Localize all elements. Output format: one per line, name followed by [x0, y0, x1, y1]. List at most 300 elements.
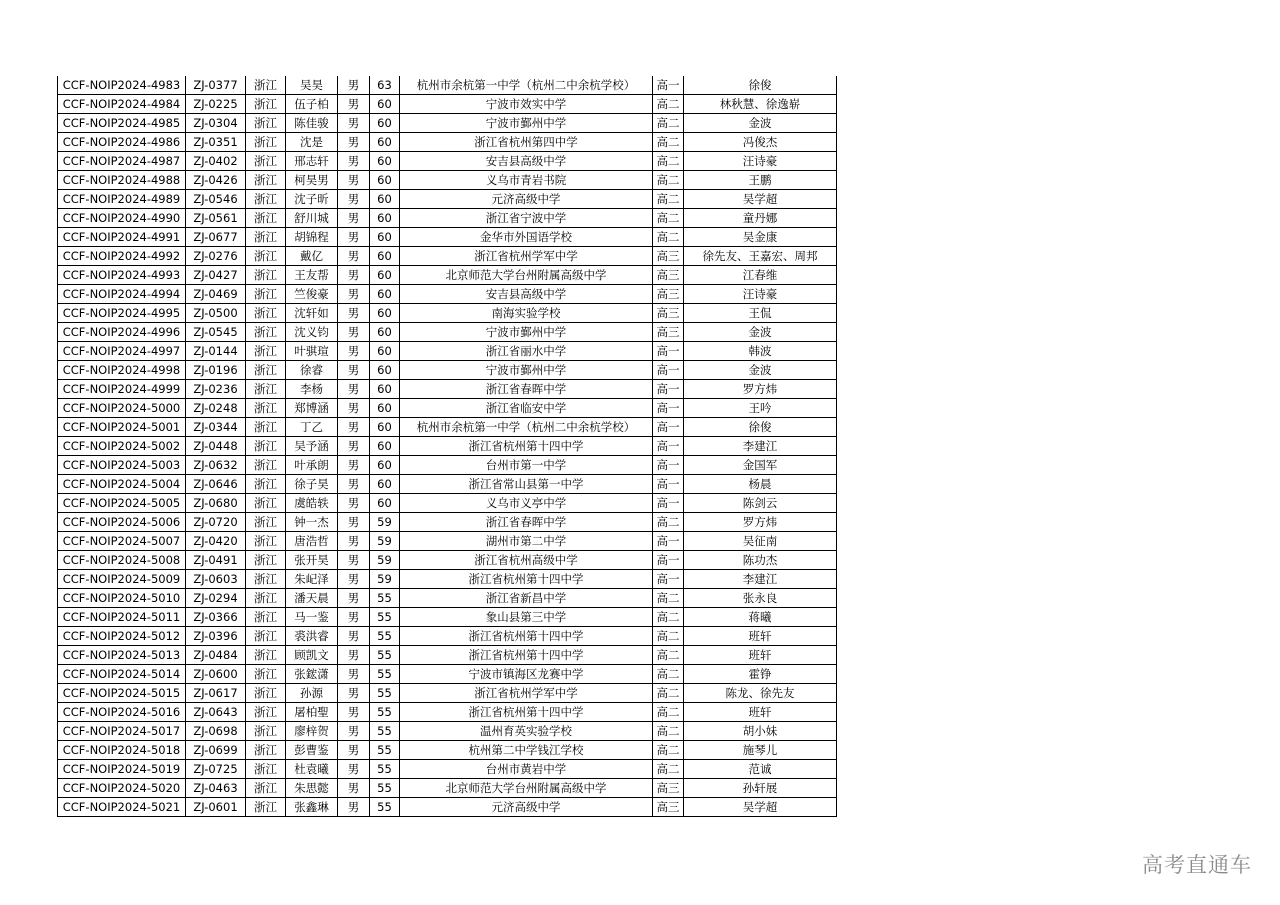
score-cell: 60: [370, 418, 400, 437]
student-name-cell: 戴亿: [286, 247, 338, 266]
grade-cell: 高二: [653, 722, 684, 741]
contest-id-cell: CCF-NOIP2024-5019: [58, 760, 186, 779]
student-name-cell: 邢志轩: [286, 152, 338, 171]
candidate-code-cell: ZJ-0643: [186, 703, 246, 722]
candidate-code-cell: ZJ-0304: [186, 114, 246, 133]
student-name-cell: 朱思懿: [286, 779, 338, 798]
table-row: [58, 361, 837, 380]
coach-cell: 王侃: [684, 304, 837, 323]
contest-id-cell: CCF-NOIP2024-5016: [58, 703, 186, 722]
school-cell: 象山县第三中学: [400, 608, 653, 627]
table-row: [58, 304, 837, 323]
coach-cell: 杨晨: [684, 475, 837, 494]
grade-cell: 高二: [653, 684, 684, 703]
student-name-cell: 孙源: [286, 684, 338, 703]
contest-id-cell: CCF-NOIP2024-5018: [58, 741, 186, 760]
student-name-cell: 丁乙: [286, 418, 338, 437]
score-cell: 59: [370, 551, 400, 570]
candidate-code-cell: ZJ-0600: [186, 665, 246, 684]
grade-cell: 高一: [653, 570, 684, 589]
coach-cell: 蒋曦: [684, 608, 837, 627]
grade-cell: 高一: [653, 437, 684, 456]
gender-cell: 男: [338, 247, 370, 266]
coach-cell: 陈剑云: [684, 494, 837, 513]
province-cell: 浙江: [246, 418, 286, 437]
gender-cell: 男: [338, 475, 370, 494]
score-cell: 60: [370, 285, 400, 304]
gender-cell: 男: [338, 551, 370, 570]
score-cell: 63: [370, 76, 400, 95]
table-row: [58, 456, 837, 475]
gender-cell: 男: [338, 76, 370, 95]
candidate-code-cell: ZJ-0601: [186, 798, 246, 817]
student-name-cell: 张鋐潇: [286, 665, 338, 684]
province-cell: 浙江: [246, 608, 286, 627]
candidate-code-cell: ZJ-0463: [186, 779, 246, 798]
school-cell: 温州育英实验学校: [400, 722, 653, 741]
province-cell: 浙江: [246, 703, 286, 722]
province-cell: 浙江: [246, 152, 286, 171]
candidate-code-cell: ZJ-0500: [186, 304, 246, 323]
score-cell: 60: [370, 399, 400, 418]
contest-id-cell: CCF-NOIP2024-5000: [58, 399, 186, 418]
gender-cell: 男: [338, 798, 370, 817]
grade-cell: 高三: [653, 779, 684, 798]
school-cell: 浙江省杭州学军中学: [400, 684, 653, 703]
gender-cell: 男: [338, 114, 370, 133]
grade-cell: 高二: [653, 209, 684, 228]
contest-id-cell: CCF-NOIP2024-5020: [58, 779, 186, 798]
gender-cell: 男: [338, 380, 370, 399]
gender-cell: 男: [338, 399, 370, 418]
contest-id-cell: CCF-NOIP2024-5008: [58, 551, 186, 570]
gender-cell: 男: [338, 779, 370, 798]
grade-cell: 高一: [653, 361, 684, 380]
table-row: [58, 76, 837, 95]
gender-cell: 男: [338, 437, 370, 456]
coach-cell: 金波: [684, 361, 837, 380]
grade-cell: 高二: [653, 133, 684, 152]
candidate-code-cell: ZJ-0725: [186, 760, 246, 779]
student-name-cell: 陈佳骏: [286, 114, 338, 133]
candidate-code-cell: ZJ-0448: [186, 437, 246, 456]
candidate-code-cell: ZJ-0491: [186, 551, 246, 570]
table-row: [58, 741, 837, 760]
contest-id-cell: CCF-NOIP2024-5010: [58, 589, 186, 608]
student-name-cell: 胡锦程: [286, 228, 338, 247]
score-cell: 55: [370, 741, 400, 760]
province-cell: 浙江: [246, 342, 286, 361]
table-row: [58, 152, 837, 171]
coach-cell: 江春维: [684, 266, 837, 285]
school-cell: 浙江省杭州学军中学: [400, 247, 653, 266]
score-cell: 60: [370, 342, 400, 361]
table-row: [58, 437, 837, 456]
contest-id-cell: CCF-NOIP2024-5012: [58, 627, 186, 646]
grade-cell: 高二: [653, 152, 684, 171]
contest-id-cell: CCF-NOIP2024-4986: [58, 133, 186, 152]
coach-cell: 徐先友、王嘉宏、周邦: [684, 247, 837, 266]
student-name-cell: 叶承朗: [286, 456, 338, 475]
table-row: [58, 589, 837, 608]
gender-cell: 男: [338, 323, 370, 342]
gender-cell: 男: [338, 760, 370, 779]
student-name-cell: 李杨: [286, 380, 338, 399]
contest-id-cell: CCF-NOIP2024-5015: [58, 684, 186, 703]
student-name-cell: 竺俊豪: [286, 285, 338, 304]
province-cell: 浙江: [246, 475, 286, 494]
school-cell: 浙江省杭州第十四中学: [400, 703, 653, 722]
province-cell: 浙江: [246, 760, 286, 779]
score-cell: 55: [370, 627, 400, 646]
coach-cell: 范诚: [684, 760, 837, 779]
student-name-cell: 屠柏聖: [286, 703, 338, 722]
province-cell: 浙江: [246, 665, 286, 684]
grade-cell: 高一: [653, 551, 684, 570]
candidate-code-cell: ZJ-0720: [186, 513, 246, 532]
gender-cell: 男: [338, 361, 370, 380]
contest-id-cell: CCF-NOIP2024-5011: [58, 608, 186, 627]
grade-cell: 高二: [653, 114, 684, 133]
table-row: [58, 475, 837, 494]
province-cell: 浙江: [246, 228, 286, 247]
coach-cell: 徐俊: [684, 418, 837, 437]
coach-cell: 汪诗豪: [684, 152, 837, 171]
contest-id-cell: CCF-NOIP2024-4987: [58, 152, 186, 171]
province-cell: 浙江: [246, 304, 286, 323]
school-cell: 安吉县高级中学: [400, 152, 653, 171]
grade-cell: 高二: [653, 608, 684, 627]
grade-cell: 高三: [653, 266, 684, 285]
province-cell: 浙江: [246, 190, 286, 209]
table-row: [58, 608, 837, 627]
table-row: [58, 380, 837, 399]
province-cell: 浙江: [246, 114, 286, 133]
grade-cell: 高二: [653, 190, 684, 209]
school-cell: 湖州市第二中学: [400, 532, 653, 551]
province-cell: 浙江: [246, 513, 286, 532]
school-cell: 安吉县高级中学: [400, 285, 653, 304]
candidate-code-cell: ZJ-0248: [186, 399, 246, 418]
contest-id-cell: CCF-NOIP2024-4992: [58, 247, 186, 266]
school-cell: 宁波市鄞州中学: [400, 361, 653, 380]
score-cell: 60: [370, 266, 400, 285]
contest-id-cell: CCF-NOIP2024-4996: [58, 323, 186, 342]
score-cell: 60: [370, 247, 400, 266]
grade-cell: 高二: [653, 228, 684, 247]
grade-cell: 高二: [653, 703, 684, 722]
contest-id-cell: CCF-NOIP2024-4990: [58, 209, 186, 228]
candidate-code-cell: ZJ-0366: [186, 608, 246, 627]
score-cell: 60: [370, 95, 400, 114]
grade-cell: 高二: [653, 95, 684, 114]
gender-cell: 男: [338, 266, 370, 285]
coach-cell: 冯俊杰: [684, 133, 837, 152]
candidate-code-cell: ZJ-0196: [186, 361, 246, 380]
student-name-cell: 郑博涵: [286, 399, 338, 418]
grade-cell: 高一: [653, 342, 684, 361]
candidate-code-cell: ZJ-0698: [186, 722, 246, 741]
candidate-code-cell: ZJ-0427: [186, 266, 246, 285]
province-cell: 浙江: [246, 589, 286, 608]
table-row: [58, 399, 837, 418]
grade-cell: 高二: [653, 760, 684, 779]
school-cell: 南海实验学校: [400, 304, 653, 323]
candidate-code-cell: ZJ-0646: [186, 475, 246, 494]
school-cell: 浙江省新昌中学: [400, 589, 653, 608]
school-cell: 浙江省杭州第四中学: [400, 133, 653, 152]
score-cell: 60: [370, 209, 400, 228]
award-table: [57, 76, 837, 817]
province-cell: 浙江: [246, 171, 286, 190]
gender-cell: 男: [338, 171, 370, 190]
grade-cell: 高一: [653, 76, 684, 95]
contest-id-cell: CCF-NOIP2024-5009: [58, 570, 186, 589]
coach-cell: 罗方炜: [684, 513, 837, 532]
contest-id-cell: CCF-NOIP2024-4998: [58, 361, 186, 380]
candidate-code-cell: ZJ-0677: [186, 228, 246, 247]
student-name-cell: 虞皓轶: [286, 494, 338, 513]
table-row: [58, 570, 837, 589]
student-name-cell: 叶骐瑄: [286, 342, 338, 361]
grade-cell: 高二: [653, 513, 684, 532]
table-row: [58, 760, 837, 779]
candidate-code-cell: ZJ-0236: [186, 380, 246, 399]
school-cell: 义乌市青岩书院: [400, 171, 653, 190]
contest-id-cell: CCF-NOIP2024-4991: [58, 228, 186, 247]
gender-cell: 男: [338, 665, 370, 684]
student-name-cell: 沈义钧: [286, 323, 338, 342]
school-cell: 浙江省丽水中学: [400, 342, 653, 361]
gender-cell: 男: [338, 741, 370, 760]
student-name-cell: 舒川城: [286, 209, 338, 228]
table-row: [58, 627, 837, 646]
grade-cell: 高二: [653, 665, 684, 684]
school-cell: 浙江省杭州第十四中学: [400, 627, 653, 646]
province-cell: 浙江: [246, 380, 286, 399]
gender-cell: 男: [338, 684, 370, 703]
score-cell: 60: [370, 228, 400, 247]
grade-cell: 高三: [653, 304, 684, 323]
coach-cell: 施琴儿: [684, 741, 837, 760]
student-name-cell: 廖梓贺: [286, 722, 338, 741]
student-name-cell: 彭曹鉴: [286, 741, 338, 760]
table-row: [58, 513, 837, 532]
contest-id-cell: CCF-NOIP2024-4993: [58, 266, 186, 285]
school-cell: 浙江省春晖中学: [400, 513, 653, 532]
candidate-code-cell: ZJ-0632: [186, 456, 246, 475]
score-cell: 60: [370, 304, 400, 323]
province-cell: 浙江: [246, 646, 286, 665]
candidate-code-cell: ZJ-0276: [186, 247, 246, 266]
contest-id-cell: CCF-NOIP2024-4997: [58, 342, 186, 361]
school-cell: 浙江省常山县第一中学: [400, 475, 653, 494]
gender-cell: 男: [338, 190, 370, 209]
table-row: [58, 114, 837, 133]
candidate-code-cell: ZJ-0546: [186, 190, 246, 209]
table-row: [58, 418, 837, 437]
candidate-code-cell: ZJ-0351: [186, 133, 246, 152]
score-cell: 55: [370, 760, 400, 779]
table-row: [58, 703, 837, 722]
province-cell: 浙江: [246, 779, 286, 798]
grade-cell: 高一: [653, 475, 684, 494]
gender-cell: 男: [338, 627, 370, 646]
province-cell: 浙江: [246, 627, 286, 646]
contest-id-cell: CCF-NOIP2024-4989: [58, 190, 186, 209]
contest-id-cell: CCF-NOIP2024-5005: [58, 494, 186, 513]
score-cell: 55: [370, 646, 400, 665]
grade-cell: 高二: [653, 171, 684, 190]
score-cell: 60: [370, 361, 400, 380]
school-cell: 浙江省宁波中学: [400, 209, 653, 228]
table-row: [58, 798, 837, 817]
contest-id-cell: CCF-NOIP2024-5017: [58, 722, 186, 741]
student-name-cell: 沈轩如: [286, 304, 338, 323]
school-cell: 义乌市义亭中学: [400, 494, 653, 513]
province-cell: 浙江: [246, 532, 286, 551]
score-cell: 60: [370, 475, 400, 494]
province-cell: 浙江: [246, 266, 286, 285]
table-row: [58, 247, 837, 266]
gender-cell: 男: [338, 209, 370, 228]
score-cell: 55: [370, 722, 400, 741]
candidate-code-cell: ZJ-0469: [186, 285, 246, 304]
candidate-code-cell: ZJ-0603: [186, 570, 246, 589]
province-cell: 浙江: [246, 741, 286, 760]
contest-id-cell: CCF-NOIP2024-5006: [58, 513, 186, 532]
score-cell: 60: [370, 152, 400, 171]
gender-cell: 男: [338, 418, 370, 437]
coach-cell: 陈龙、徐先友: [684, 684, 837, 703]
contest-id-cell: CCF-NOIP2024-4988: [58, 171, 186, 190]
school-cell: 台州市黄岩中学: [400, 760, 653, 779]
school-cell: 浙江省杭州第十四中学: [400, 646, 653, 665]
table-row: [58, 551, 837, 570]
province-cell: 浙江: [246, 570, 286, 589]
table-row: [58, 228, 837, 247]
province-cell: 浙江: [246, 437, 286, 456]
school-cell: 元济高级中学: [400, 798, 653, 817]
candidate-code-cell: ZJ-0617: [186, 684, 246, 703]
contest-id-cell: CCF-NOIP2024-5014: [58, 665, 186, 684]
candidate-code-cell: ZJ-0344: [186, 418, 246, 437]
grade-cell: 高二: [653, 741, 684, 760]
table-row: [58, 722, 837, 741]
grade-cell: 高二: [653, 627, 684, 646]
coach-cell: 林秋慧、徐逸崭: [684, 95, 837, 114]
gender-cell: 男: [338, 532, 370, 551]
score-cell: 60: [370, 190, 400, 209]
gender-cell: 男: [338, 589, 370, 608]
score-cell: 60: [370, 323, 400, 342]
grade-cell: 高一: [653, 494, 684, 513]
coach-cell: 李建江: [684, 570, 837, 589]
candidate-code-cell: ZJ-0484: [186, 646, 246, 665]
candidate-code-cell: ZJ-0561: [186, 209, 246, 228]
school-cell: 北京师范大学台州附属高级中学: [400, 779, 653, 798]
score-cell: 55: [370, 665, 400, 684]
grade-cell: 高二: [653, 589, 684, 608]
score-cell: 55: [370, 703, 400, 722]
score-cell: 59: [370, 570, 400, 589]
table-row: [58, 285, 837, 304]
gender-cell: 男: [338, 703, 370, 722]
gender-cell: 男: [338, 133, 370, 152]
candidate-code-cell: ZJ-0420: [186, 532, 246, 551]
contest-id-cell: CCF-NOIP2024-5001: [58, 418, 186, 437]
coach-cell: 金波: [684, 323, 837, 342]
coach-cell: 吴征南: [684, 532, 837, 551]
gender-cell: 男: [338, 456, 370, 475]
province-cell: 浙江: [246, 798, 286, 817]
school-cell: 杭州第二中学钱江学校: [400, 741, 653, 760]
coach-cell: 罗方炜: [684, 380, 837, 399]
province-cell: 浙江: [246, 95, 286, 114]
table-body: [58, 76, 837, 817]
coach-cell: 徐俊: [684, 76, 837, 95]
student-name-cell: 张开昊: [286, 551, 338, 570]
school-cell: 浙江省杭州第十四中学: [400, 437, 653, 456]
student-name-cell: 裘洪睿: [286, 627, 338, 646]
school-cell: 宁波市效实中学: [400, 95, 653, 114]
grade-cell: 高三: [653, 323, 684, 342]
grade-cell: 高三: [653, 285, 684, 304]
contest-id-cell: CCF-NOIP2024-5007: [58, 532, 186, 551]
coach-cell: 金波: [684, 114, 837, 133]
table-row: [58, 190, 837, 209]
grade-cell: 高一: [653, 418, 684, 437]
gender-cell: 男: [338, 646, 370, 665]
table-row: [58, 133, 837, 152]
school-cell: 浙江省春晖中学: [400, 380, 653, 399]
contest-id-cell: CCF-NOIP2024-5002: [58, 437, 186, 456]
student-name-cell: 徐子昊: [286, 475, 338, 494]
score-cell: 55: [370, 798, 400, 817]
score-cell: 59: [370, 532, 400, 551]
table-row: [58, 342, 837, 361]
score-cell: 60: [370, 114, 400, 133]
table-row: [58, 209, 837, 228]
score-cell: 60: [370, 437, 400, 456]
school-cell: 宁波市镇海区龙赛中学: [400, 665, 653, 684]
candidate-code-cell: ZJ-0294: [186, 589, 246, 608]
gender-cell: 男: [338, 95, 370, 114]
table-row: [58, 684, 837, 703]
gender-cell: 男: [338, 304, 370, 323]
score-cell: 60: [370, 380, 400, 399]
table-row: [58, 95, 837, 114]
table-row: [58, 266, 837, 285]
score-cell: 55: [370, 608, 400, 627]
candidate-code-cell: ZJ-0545: [186, 323, 246, 342]
student-name-cell: 王友帮: [286, 266, 338, 285]
coach-cell: 班轩: [684, 646, 837, 665]
coach-cell: 胡小妹: [684, 722, 837, 741]
contest-id-cell: CCF-NOIP2024-4983: [58, 76, 186, 95]
coach-cell: 班轩: [684, 703, 837, 722]
school-cell: 宁波市鄞州中学: [400, 323, 653, 342]
student-name-cell: 徐睿: [286, 361, 338, 380]
score-cell: 55: [370, 779, 400, 798]
school-cell: 元济高级中学: [400, 190, 653, 209]
candidate-code-cell: ZJ-0225: [186, 95, 246, 114]
student-name-cell: 柯昊男: [286, 171, 338, 190]
province-cell: 浙江: [246, 722, 286, 741]
score-cell: 60: [370, 456, 400, 475]
table-row: [58, 646, 837, 665]
coach-cell: 班轩: [684, 627, 837, 646]
